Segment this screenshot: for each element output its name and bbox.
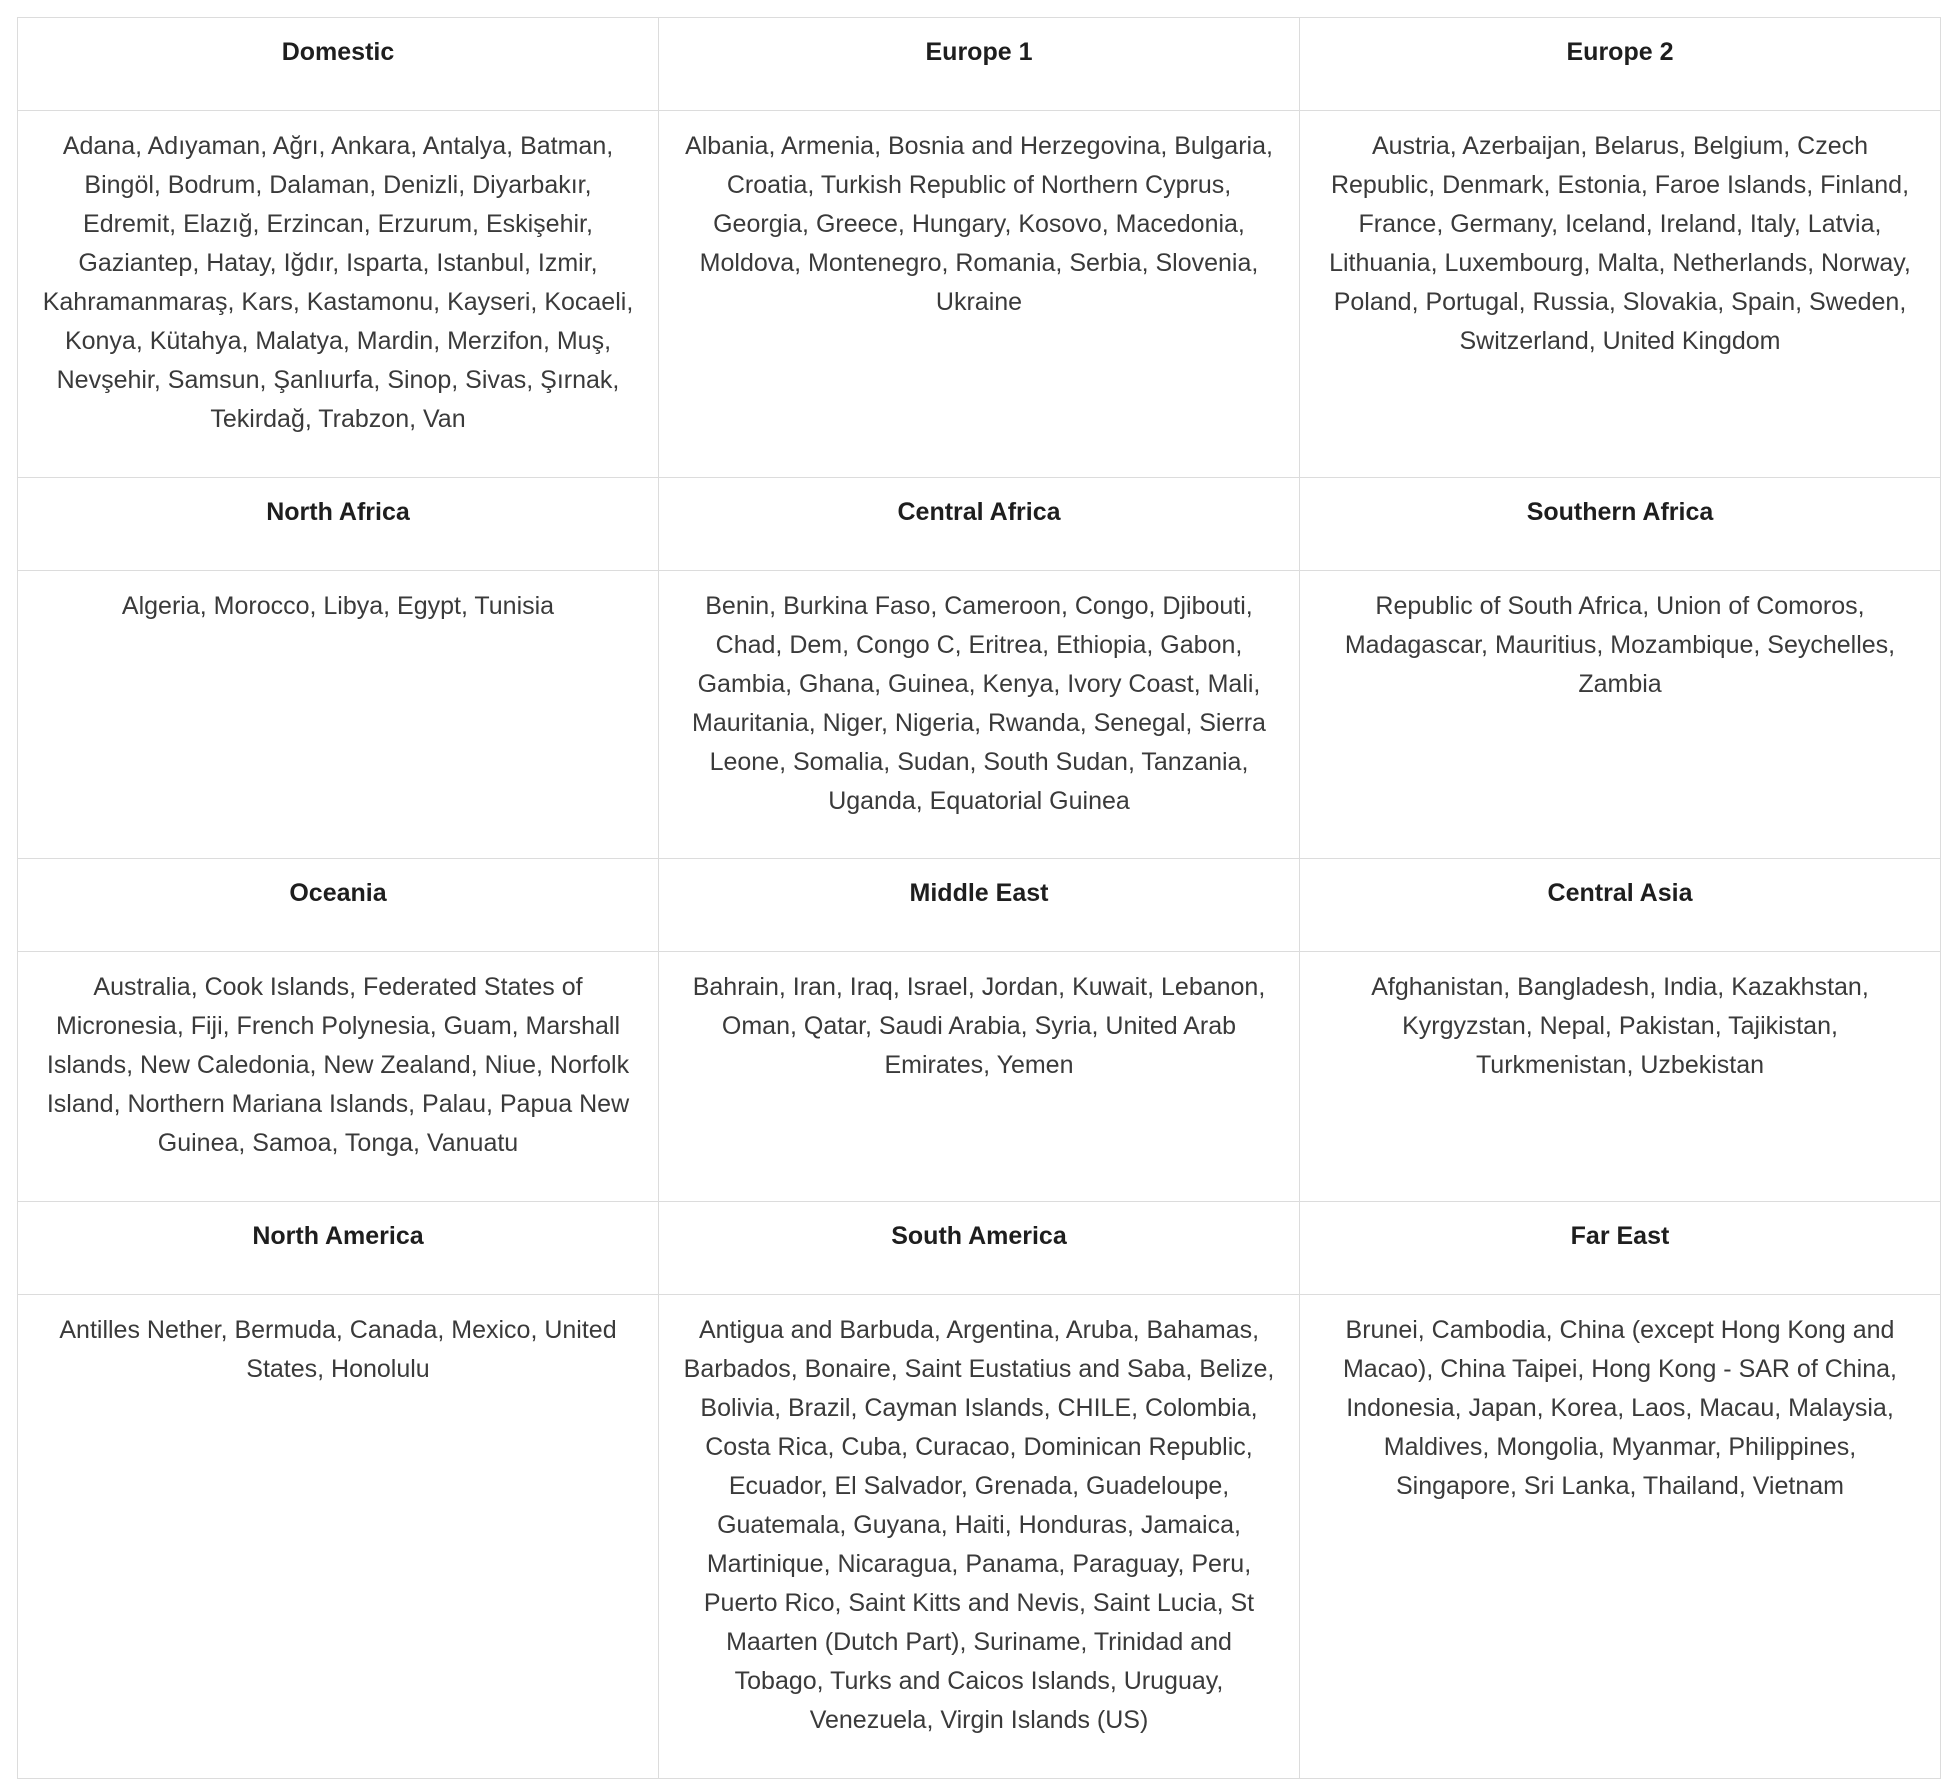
region-countries-row: [18, 111, 1941, 478]
region-name-north-africa: North Africa: [18, 478, 659, 571]
region-countries-north-america: Antilles Nether, Bermuda, Canada, Mexico, United States, Honolulu: [18, 1295, 659, 1779]
region-name-central-asia: Central Asia: [1300, 859, 1941, 952]
region-header-row: [18, 859, 1941, 952]
region-countries-europe-1: Albania, Armenia, Bosnia and Herzegovina, Bulgaria, Croatia, Turkish Republic of Northern Cyprus, Georgia, Greece, Hungary, Kosovo, Macedonia, Moldova, Montenegro, Romania, Serbia, Slovenia, Ukraine: [659, 111, 1300, 478]
region-countries-southern-africa: Republic of South Africa, Union of Comoros, Madagascar, Mauritius, Mozambique, Seychelles, Zambia: [1300, 571, 1941, 859]
region-header-row: [18, 18, 1941, 111]
region-name-middle-east: Middle East: [659, 859, 1300, 952]
region-countries-europe-2: Austria, Azerbaijan, Belarus, Belgium, Czech Republic, Denmark, Estonia, Faroe Islands, Finland, France, Germany, Iceland, Ireland, Italy, Latvia, Lithuania, Luxembourg, Malta, Netherlands, Norway, Poland, Portugal, Russia, Slovakia, Spain, Sweden, Switzerland, United Kingdom: [1300, 111, 1941, 478]
region-name-oceania: Oceania: [18, 859, 659, 952]
region-header-row: [18, 1202, 1941, 1295]
region-header-row: [18, 478, 1941, 571]
region-countries-domestic: Adana, Adıyaman, Ağrı, Ankara, Antalya, Batman, Bingöl, Bodrum, Dalaman, Denizli, Diyarbakır, Edremit, Elazığ, Erzincan, Erzurum, Eskişehir, Gaziantep, Hatay, Iğdır, Isparta, Istanbul, Izmir, Kahramanmaraş, Kars, Kastamonu, Kayseri, Kocaeli, Konya, Kütahya, Malatya, Mardin, Merzifon, Muş, Nevşehir, Samsun, Şanlıurfa, Sinop, Sivas, Şırnak, Tekirdağ, Trabzon, Van: [18, 111, 659, 478]
region-name-southern-africa: Southern Africa: [1300, 478, 1941, 571]
region-name-north-america: North America: [18, 1202, 659, 1295]
region-countries-row: [18, 952, 1941, 1202]
region-name-south-america: South America: [659, 1202, 1300, 1295]
region-countries-far-east: Brunei, Cambodia, China (except Hong Kong and Macao), China Taipei, Hong Kong - SAR of China, Indonesia, Japan, Korea, Laos, Macau, Malaysia, Maldives, Mongolia, Myanmar, Philippines, Singapore, Sri Lanka, Thailand, Vietnam: [1300, 1295, 1941, 1779]
region-name-central-africa: Central Africa: [659, 478, 1300, 571]
region-table: [17, 17, 1941, 1779]
region-name-domestic: Domestic: [18, 18, 659, 111]
region-countries-oceania: Australia, Cook Islands, Federated States of Micronesia, Fiji, French Polynesia, Guam, Marshall Islands, New Caledonia, New Zealand, Niue, Norfolk Island, Northern Mariana Islands, Palau, Papua New Guinea, Samoa, Tonga, Vanuatu: [18, 952, 659, 1202]
region-countries-south-america: Antigua and Barbuda, Argentina, Aruba, Bahamas, Barbados, Bonaire, Saint Eustatius and Saba, Belize, Bolivia, Brazil, Cayman Islands, CHILE, Colombia, Costa Rica, Cuba, Curacao, Dominican Republic, Ecuador, El Salvador, Grenada, Guadeloupe, Guatemala, Guyana, Haiti, Honduras, Jamaica, Martinique, Nicaragua, Panama, Paraguay, Peru, Puerto Rico, Saint Kitts and Nevis, Saint Lucia, St Maarten (Dutch Part), Suriname, Trinidad and Tobago, Turks and Caicos Islands, Uruguay, Venezuela, Virgin Islands (US): [659, 1295, 1300, 1779]
region-countries-row: [18, 571, 1941, 859]
region-countries-central-africa: Benin, Burkina Faso, Cameroon, Congo, Djibouti, Chad, Dem, Congo C, Eritrea, Ethiopia, Gabon, Gambia, Ghana, Guinea, Kenya, Ivory Coast, Mali, Mauritania, Niger, Nigeria, Rwanda, Senegal, Sierra Leone, Somalia, Sudan, South Sudan, Tanzania, Uganda, Equatorial Guinea: [659, 571, 1300, 859]
region-countries-row: [18, 1295, 1941, 1779]
region-countries-central-asia: Afghanistan, Bangladesh, India, Kazakhstan, Kyrgyzstan, Nepal, Pakistan, Tajikistan, Turkmenistan, Uzbekistan: [1300, 952, 1941, 1202]
region-countries-middle-east: Bahrain, Iran, Iraq, Israel, Jordan, Kuwait, Lebanon, Oman, Qatar, Saudi Arabia, Syria, United Arab Emirates, Yemen: [659, 952, 1300, 1202]
region-name-europe-2: Europe 2: [1300, 18, 1941, 111]
region-name-far-east: Far East: [1300, 1202, 1941, 1295]
region-name-europe-1: Europe 1: [659, 18, 1300, 111]
region-countries-north-africa: Algeria, Morocco, Libya, Egypt, Tunisia: [18, 571, 659, 859]
